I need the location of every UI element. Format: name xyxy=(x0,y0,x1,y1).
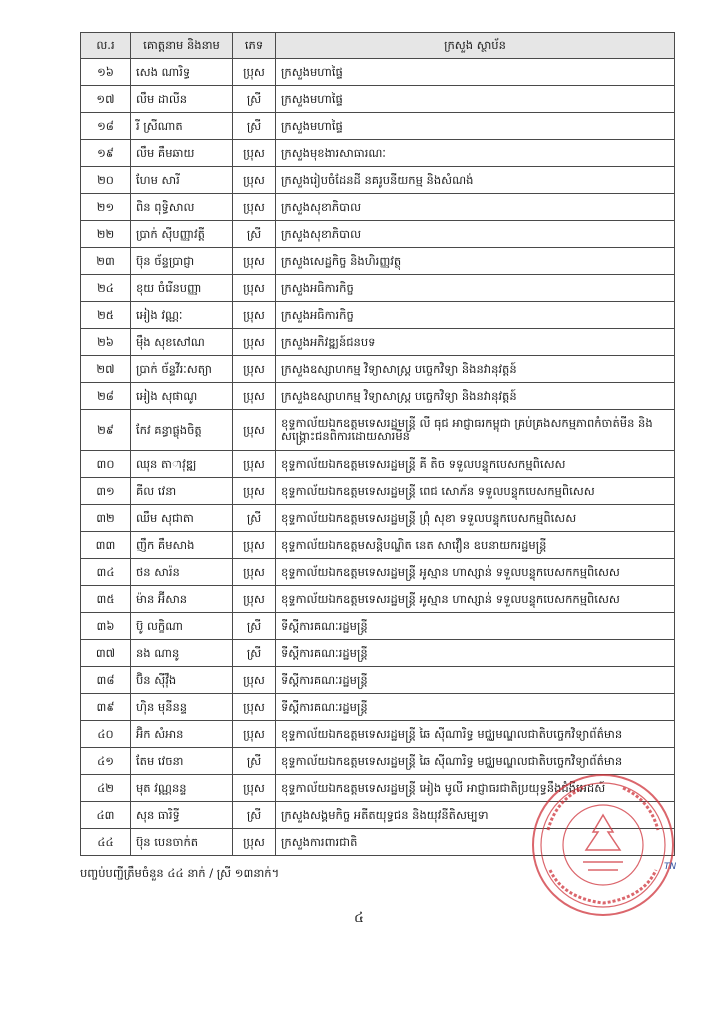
cell-sex: ប្រុស xyxy=(233,586,276,613)
table-row xyxy=(81,640,675,667)
cell-name: ប៊ិន ស៊ីវ៉ឹង xyxy=(131,667,233,694)
table-row xyxy=(81,667,675,694)
cell-number: ២០ xyxy=(81,167,131,194)
cell-ministry: ក្រសួងសង្គមកិច្ច អតីតយុទ្ធជន និងយុវនីតិសម្បទា xyxy=(276,802,675,829)
cell-ministry: ក្រសួងមហាផ្ទៃ xyxy=(276,113,675,140)
table-row xyxy=(81,410,675,451)
cell-sex: ស្រី xyxy=(233,613,276,640)
cell-sex: ស្រី xyxy=(233,802,276,829)
table-row xyxy=(81,383,675,410)
cell-name: សុន ធារិទ្ធី xyxy=(131,802,233,829)
cell-name: ហ៊ិន មុនីនន្ទ xyxy=(131,694,233,721)
table-header-row xyxy=(81,33,675,59)
cell-ministry: ទីស្តីការគណៈរដ្ឋមន្ត្រី xyxy=(276,694,675,721)
cell-number: ៣៨ xyxy=(81,667,131,694)
table-row xyxy=(81,478,675,505)
cell-sex: ប្រុស xyxy=(233,451,276,478)
cell-ministry: ក្រសួងមហាផ្ទៃ xyxy=(276,86,675,113)
table-row xyxy=(81,113,675,140)
cell-name: ហែម សារី xyxy=(131,167,233,194)
cell-name: ញឹក គឹមសាង xyxy=(131,532,233,559)
cell-name: ប្រាក់ ច័ន្ទវីរៈសត្យា xyxy=(131,356,233,383)
table-row xyxy=(81,451,675,478)
header-ministry: ក្រសួង ស្ថាប័ន xyxy=(276,33,675,59)
cell-number: ៤៣ xyxy=(81,802,131,829)
table-row xyxy=(81,59,675,86)
cell-ministry: ក្រសួងឧស្សាហកម្ម វិទ្យាសាស្ត្រ បច្ចេកវិទ្យា និងនវានុវត្តន៍ xyxy=(276,356,675,383)
table-row xyxy=(81,586,675,613)
cell-number: ១៦ xyxy=(81,59,131,86)
header-sex: ភេទ xyxy=(233,33,276,59)
cell-name: ឈុន តាាវុឌ្ឍ xyxy=(131,451,233,478)
cell-name: ថន សារ៉ន xyxy=(131,559,233,586)
cell-number: ៤៤ xyxy=(81,829,131,856)
header-number: ល.រ xyxy=(81,33,131,59)
table-row xyxy=(81,194,675,221)
cell-sex: ប្រុស xyxy=(233,140,276,167)
cell-sex: ស្រី xyxy=(233,640,276,667)
cell-number: ២៨ xyxy=(81,383,131,410)
cell-name: លឹម គឹមឆាយ xyxy=(131,140,233,167)
cell-name: អ៊ិក សំអាន xyxy=(131,721,233,748)
cell-ministry: ក្រសួងមុខងារសាធារណៈ xyxy=(276,140,675,167)
cell-number: ៣៤ xyxy=(81,559,131,586)
cell-sex: ប្រុស xyxy=(233,59,276,86)
cell-number: ២៣ xyxy=(81,248,131,275)
table-body xyxy=(81,59,675,856)
table-row xyxy=(81,559,675,586)
cell-ministry: ក្រសួងអធិការកិច្ច xyxy=(276,302,675,329)
cell-sex: ប្រុស xyxy=(233,383,276,410)
handwritten-initials: TN xyxy=(664,862,677,872)
table-row xyxy=(81,721,675,748)
cell-name: ខុយ ចំរើនបញ្ញា xyxy=(131,275,233,302)
table-row xyxy=(81,86,675,113)
cell-ministry: ខុទ្ទកាល័យឯកឧត្តមទេសរដ្ឋមន្ត្រី ឆៃ ស៊ីណារិទ្ធ មជ្ឈមណ្ឌលជាតិបច្ចេកវិទ្យាព័ត៌មាន xyxy=(276,721,675,748)
cell-name: ប៊ូ លក្ខិណា xyxy=(131,613,233,640)
cell-ministry: ខុទ្ទកាល័យឯកឧត្តមទេសរដ្ឋមន្ត្រី អៀង មូលី អាជ្ញាធរជាតិប្រយុទ្ធនឹងជំងឺអេដស៍ xyxy=(276,775,675,802)
cell-ministry: ខុទ្ទកាល័យឯកឧត្តមទេសរដ្ឋមន្ត្រី អូស្មាន ហាស្សាន់ ទទួលបន្ទុកបេសកកម្មពិសេស xyxy=(276,586,675,613)
participant-table xyxy=(80,32,675,856)
cell-ministry: ទីស្តីការគណៈរដ្ឋមន្ត្រី xyxy=(276,613,675,640)
page-number: ៤ xyxy=(354,910,364,926)
cell-ministry: ខុទ្ទកាល័យឯកឧត្តមទេសរដ្ឋមន្ត្រី អូស្មាន ហាស្សាន់ ទទួលបន្ទុកបេសកកម្មពិសេស xyxy=(276,559,675,586)
cell-ministry: ខុទ្ទកាល័យឯកឧត្តមទេសរដ្ឋមន្ត្រី ពេជ សោភ័ន ទទួលបន្ទុកបេសកម្មពិសេស xyxy=(276,478,675,505)
cell-sex: ប្រុស xyxy=(233,478,276,505)
cell-sex: ប្រុស xyxy=(233,329,276,356)
cell-sex: ប្រុស xyxy=(233,167,276,194)
cell-sex: ប្រុស xyxy=(233,532,276,559)
cell-ministry: ក្រសួងសេដ្ឋកិច្ច និងហិរញ្ញវត្ថុ xyxy=(276,248,675,275)
cell-sex: ស្រី xyxy=(233,86,276,113)
cell-name: អៀង សុផាណូ xyxy=(131,383,233,410)
cell-sex: ប្រុស xyxy=(233,721,276,748)
cell-ministry: ក្រសួងការពារជាតិ xyxy=(276,829,675,856)
cell-number: ១៨ xyxy=(81,113,131,140)
official-seal xyxy=(528,770,678,920)
cell-name: សេង ណារិទ្ធ xyxy=(131,59,233,86)
table-row xyxy=(81,302,675,329)
cell-ministry: ក្រសួងមហាផ្ទៃ xyxy=(276,59,675,86)
table-row xyxy=(81,140,675,167)
cell-sex: ប្រុស xyxy=(233,248,276,275)
cell-name: មុត វណ្ណនន្ទ xyxy=(131,775,233,802)
cell-ministry: ខុទ្ទកាល័យឯកឧត្តមសន្តិបណ្ឌិត នេត សាវឿន ឧបនាយករដ្ឋមន្ត្រី xyxy=(276,532,675,559)
cell-number: ៣៧ xyxy=(81,640,131,667)
cell-number: ២៦ xyxy=(81,329,131,356)
table-row xyxy=(81,248,675,275)
cell-number: ៣៦ xyxy=(81,613,131,640)
cell-sex: ប្រុស xyxy=(233,410,276,451)
cell-ministry: ខុទ្ទកាល័យឯកឧត្តមទេសរដ្ឋមន្ត្រី លី ធុជ អាជ្ញាធរកម្ពុជា គ្រប់គ្រងសកម្មភាពកំចាត់មីន និងសង្គ្រោះជនពិការដោយសារមីន xyxy=(276,410,675,451)
cell-sex: ប្រុស xyxy=(233,829,276,856)
cell-sex: ស្រី xyxy=(233,748,276,775)
cell-sex: ស្រី xyxy=(233,113,276,140)
table-row xyxy=(81,694,675,721)
cell-number: ៣៥ xyxy=(81,586,131,613)
cell-number: ៣៣ xyxy=(81,532,131,559)
cell-number: ៣១ xyxy=(81,478,131,505)
cell-number: ២៧ xyxy=(81,356,131,383)
cell-sex: ប្រុស xyxy=(233,775,276,802)
header-name: គោត្តនាម និងនាម xyxy=(131,33,233,59)
cell-number: ២២ xyxy=(81,221,131,248)
cell-sex: ប្រុស xyxy=(233,667,276,694)
table-row xyxy=(81,329,675,356)
table-row xyxy=(81,167,675,194)
table-row xyxy=(81,505,675,532)
cell-ministry: ក្រសួងសុខាភិបាល xyxy=(276,221,675,248)
cell-sex: ប្រុស xyxy=(233,356,276,383)
cell-ministry: ក្រសួងឧស្សាហកម្ម វិទ្យាសាស្ត្រ បច្ចេកវិទ្យា និងនវានុវត្តន៍ xyxy=(276,383,675,410)
cell-number: ២៥ xyxy=(81,302,131,329)
cell-name: ឈឹម សុជាតា xyxy=(131,505,233,532)
cell-ministry: ខុទ្ទកាល័យឯកឧត្តមទេសរដ្ឋមន្ត្រី គី តិច ទទួលបន្ទុកបេសកម្មពិសេស xyxy=(276,451,675,478)
cell-name: គីល វេនា xyxy=(131,478,233,505)
cell-number: ២១ xyxy=(81,194,131,221)
cell-ministry: ក្រសួងអធិការកិច្ច xyxy=(276,275,675,302)
cell-sex: ស្រី xyxy=(233,505,276,532)
cell-number: ២៩ xyxy=(81,410,131,451)
cell-sex: ស្រី xyxy=(233,221,276,248)
cell-number: ៣៩ xyxy=(81,694,131,721)
cell-ministry: ខុទ្ទកាល័យឯកឧត្តមទេសរដ្ឋមន្ត្រី ឆៃ ស៊ីណារិទ្ធ មជ្ឈមណ្ឌលជាតិបច្ចេកវិទ្យាព័ត៌មាន xyxy=(276,748,675,775)
cell-ministry: ទីស្តីការគណៈរដ្ឋមន្ត្រី xyxy=(276,640,675,667)
table-row xyxy=(81,356,675,383)
cell-name: ប៊ុន ច័ន្ទប្រាជ្ញា xyxy=(131,248,233,275)
cell-number: ៤០ xyxy=(81,721,131,748)
table-row xyxy=(81,275,675,302)
cell-number: ៤១ xyxy=(81,748,131,775)
cell-number: ៤២ xyxy=(81,775,131,802)
cell-name: លឹម ដាលីន xyxy=(131,86,233,113)
cell-name: អៀង វណ្ណៈ xyxy=(131,302,233,329)
cell-sex: ប្រុស xyxy=(233,275,276,302)
summary-line: បញ្ចប់បញ្ជីត្រឹមចំនួន ៤៤ នាក់ / ស្រី ១៣នាក់។ xyxy=(80,866,280,880)
cell-name: នង ណានូ xyxy=(131,640,233,667)
cell-name: កែវ គន្ធាផ្លុងចិត្ត xyxy=(131,410,233,451)
cell-name: ប៊ុន បេនចាក់ត xyxy=(131,829,233,856)
cell-name: ប្រាក់ ស៊ីបញ្ញាវត្តី xyxy=(131,221,233,248)
cell-ministry: ក្រសួងសុខាភិបាល xyxy=(276,194,675,221)
cell-name: ម៉ាន អ៊ីសាន xyxy=(131,586,233,613)
cell-sex: ប្រុស xyxy=(233,694,276,721)
cell-number: ៣០ xyxy=(81,451,131,478)
cell-name: រី ស្រីណាត xyxy=(131,113,233,140)
cell-name: ពិន ពុទ្ធិសាល xyxy=(131,194,233,221)
cell-sex: ប្រុស xyxy=(233,194,276,221)
cell-number: ១៩ xyxy=(81,140,131,167)
cell-ministry: ក្រសួងរៀបចំដែនដី នគរូបនីយកម្ម និងសំណង់ xyxy=(276,167,675,194)
cell-number: ១៧ xyxy=(81,86,131,113)
cell-name: តែម វេចនា xyxy=(131,748,233,775)
cell-sex: ប្រុស xyxy=(233,302,276,329)
cell-ministry: ខុទ្ទកាល័យឯកឧត្តមទេសរដ្ឋមន្ត្រី ព្រុំ សុខា ទទួលបន្ទុកបេសកម្មពិសេស xyxy=(276,505,675,532)
cell-number: ២៤ xyxy=(81,275,131,302)
cell-ministry: ទីស្តីការគណៈរដ្ឋមន្ត្រី xyxy=(276,667,675,694)
table-row xyxy=(81,221,675,248)
cell-number: ៣២ xyxy=(81,505,131,532)
table-row xyxy=(81,532,675,559)
table-row xyxy=(81,613,675,640)
cell-sex: ប្រុស xyxy=(233,559,276,586)
cell-name: ម៉ឹង សុខសៅណ xyxy=(131,329,233,356)
cell-ministry: ក្រសួងអភិវឌ្ឍន៍ជនបទ xyxy=(276,329,675,356)
